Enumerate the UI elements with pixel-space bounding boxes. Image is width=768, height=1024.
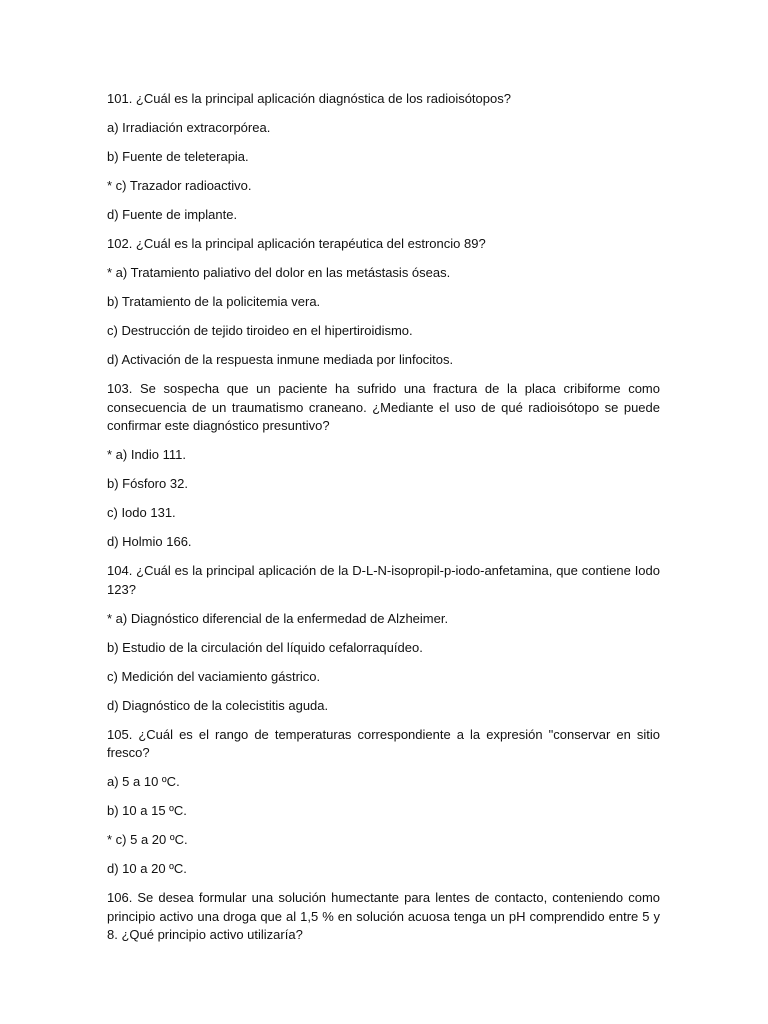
question-102: 102. ¿Cuál es la principal aplicación terapéutica del estroncio 89? <box>107 236 486 251</box>
option-105-a: a) 5 a 10 ºC. <box>107 774 180 789</box>
question-104: 104. ¿Cuál es la principal aplicación de la D-L-N-isopropil-p-iodo-anfetamina, que contiene Iodo 123? <box>107 563 660 597</box>
option-104-d: d) Diagnóstico de la colecistitis aguda. <box>107 697 329 713</box>
option-104-c: c) Medición del vaciamiento gástrico. <box>107 668 321 684</box>
option-105-d: d) 10 a 20 ºC. <box>107 861 187 876</box>
option-102-a: * a) Tratamiento paliativo del dolor en las metástasis óseas. <box>107 265 451 280</box>
option-105-b: b) 10 a 15 ºC. <box>107 803 187 818</box>
option-105-c: * c) 5 a 20 ºC. <box>107 832 188 847</box>
option-104-a: * a) Diagnóstico diferencial de la enfermedad de Alzheimer. <box>107 610 449 626</box>
option-103-a: * a) Indio 111. <box>107 447 187 462</box>
option-102-b: b) Tratamiento de la policitemia vera. <box>107 294 321 309</box>
option-103-b: b) Fósforo 32. <box>107 476 188 491</box>
option-103-c: c) Iodo 131. <box>107 505 176 520</box>
option-102-d: d) Activación de la respuesta inmune mediada por linfocitos. <box>107 352 454 367</box>
option-101-c: * c) Trazador radioactivo. <box>107 178 252 193</box>
question-list <box>107 90 660 955</box>
option-101-a: a) Irradiación extracorpórea. <box>107 120 271 135</box>
option-102-c: c) Destrucción de tejido tiroideo en el hipertiroidismo. <box>107 323 413 338</box>
question-101: 101. ¿Cuál es la principal aplicación diagnóstica de los radioisótopos? <box>107 91 511 106</box>
option-103-d: d) Holmio 166. <box>107 534 192 549</box>
option-104-b: b) Estudio de la circulación del líquido cefalorraquídeo. <box>107 639 423 655</box>
question-106: 106. Se desea formular una solución humectante para lentes de contacto, conteniendo como principio activo una droga que al 1,5 % en solución acuosa tenga un pH comprendido entre 5 y 8. ¿Qué principio activo utilizaría? <box>107 890 660 942</box>
question-103: 103. Se sospecha que un paciente ha sufrido una fractura de la placa cribiforme como consecuencia de un traumatismo craneano. ¿Mediante el uso de qué radioisótopo se puede confirmar este diagnóstico presuntivo? <box>107 381 660 433</box>
option-101-b: b) Fuente de teleterapia. <box>107 149 249 164</box>
option-101-d: d) Fuente de implante. <box>107 207 238 222</box>
question-105: 105. ¿Cuál es el rango de temperaturas correspondiente a la expresión "conservar en sitio fresco? <box>107 726 660 760</box>
